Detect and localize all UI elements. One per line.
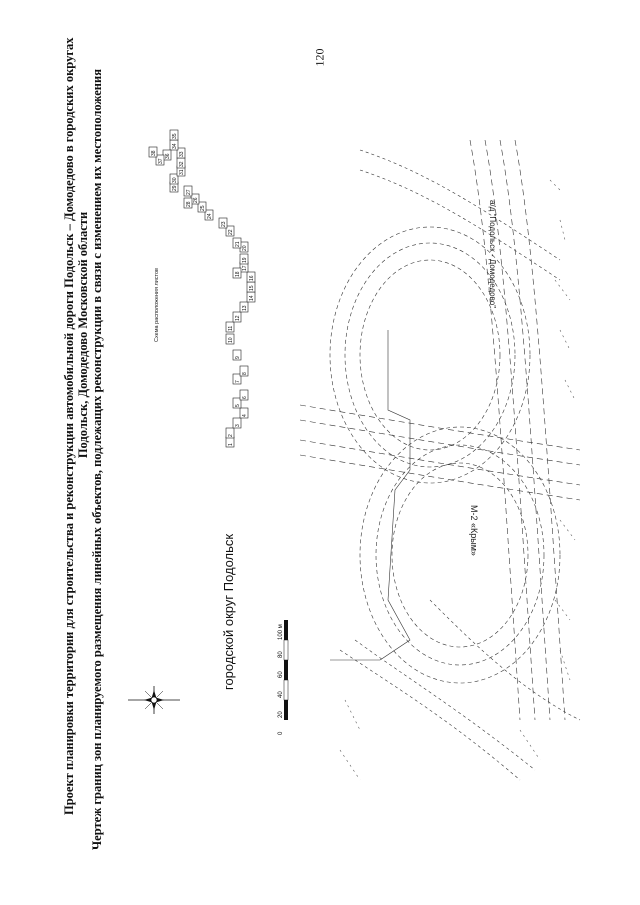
sheet-number: 6: [242, 396, 248, 399]
sheet-number: 14: [249, 295, 255, 301]
sheet-number: 16: [249, 275, 255, 281]
scale-tick-label: 60: [278, 671, 284, 678]
sheet-layout-scheme: [149, 130, 255, 447]
sheet-number: 26: [193, 197, 199, 203]
sheet-scheme-caption: Схема расположения листов: [154, 268, 160, 342]
sheet-number: 20: [242, 245, 248, 251]
ramp-lines: [340, 150, 580, 780]
road-m2-lines: [300, 405, 580, 500]
sheet-number: 7: [235, 380, 241, 383]
interchange-loop-south: [360, 427, 560, 683]
sheet-number: 30: [172, 177, 178, 183]
sheet-number: 13: [242, 305, 248, 311]
sheet-number: 31: [179, 169, 185, 175]
scale-bar-segment: [284, 700, 288, 720]
sheet-number: 17: [242, 265, 248, 271]
sheet-number: 37: [158, 158, 164, 164]
sheet-number: 10: [228, 337, 234, 343]
sheet-number: 23: [221, 221, 227, 227]
sheet-number: 1: [228, 443, 234, 446]
scale-bar: [278, 620, 288, 735]
scale-tick-label: 40: [278, 691, 284, 698]
sheet-number: 11: [228, 325, 234, 331]
sheet-number: 35: [172, 133, 178, 139]
scale-tick-label: 80: [278, 651, 284, 658]
title-line-2: Подольск, Домодедово Московской области: [76, 211, 90, 459]
road-podolsk-domodedovo-lines: [470, 140, 565, 720]
compass-rose-icon: [128, 686, 180, 714]
sheet-number: 32: [179, 161, 185, 167]
sheet-number: 29: [172, 185, 178, 191]
sheet-number: 22: [228, 229, 234, 235]
title-line-3: Чертеж границ зон планируемого размещения линейных объектов, подлежащих реконструкции в связи с изменением их местоположения: [90, 69, 104, 850]
sheet-number: 25: [200, 205, 206, 211]
sheet-number: 34: [172, 143, 178, 149]
sheet-number: 18: [235, 271, 241, 277]
scale-bar-segment: [284, 640, 288, 660]
sheet-number: 12: [235, 315, 241, 321]
sheet-number: 8: [242, 372, 248, 375]
scale-bar-segment: [284, 660, 288, 680]
sheet-number: 19: [242, 257, 248, 263]
sheet-number: 21: [235, 241, 241, 247]
scale-bar-segment: [284, 620, 288, 640]
sheet-number: 15: [249, 285, 255, 291]
scale-tick-label: 0: [278, 731, 284, 735]
scale-bar-segment: [284, 680, 288, 700]
sheet-number: 38: [151, 150, 157, 156]
sheet-number: 2: [228, 434, 234, 437]
sheet-number: 27: [186, 189, 192, 195]
title-line-1: Проект планировки территории для строительства и реконструкции автомобильной дороги Подольск – Домодедово в городских округах: [62, 37, 76, 815]
sheet-number: 33: [179, 151, 185, 157]
sheet-number: 9: [235, 356, 241, 359]
sheet-number: 24: [207, 213, 213, 219]
sheet-number: 4: [242, 414, 248, 417]
scale-tick-label: 20: [278, 711, 284, 718]
sheet-number: 3: [235, 424, 241, 427]
district-label: городской округ Подольск: [221, 533, 236, 690]
sheet-number: 36: [165, 153, 171, 159]
interchange-loop-north: [330, 227, 530, 483]
sheet-number: 5: [235, 404, 241, 407]
page-number: 120: [312, 48, 327, 67]
scale-tick-label: 100 м: [278, 624, 284, 640]
scatter-marks: [340, 180, 575, 780]
sheet-number: 28: [186, 201, 192, 207]
road-label-m2: М-2 «Крым»: [469, 505, 479, 556]
road-label-a-d: а/д "Подольск - Домодедово": [488, 200, 497, 309]
